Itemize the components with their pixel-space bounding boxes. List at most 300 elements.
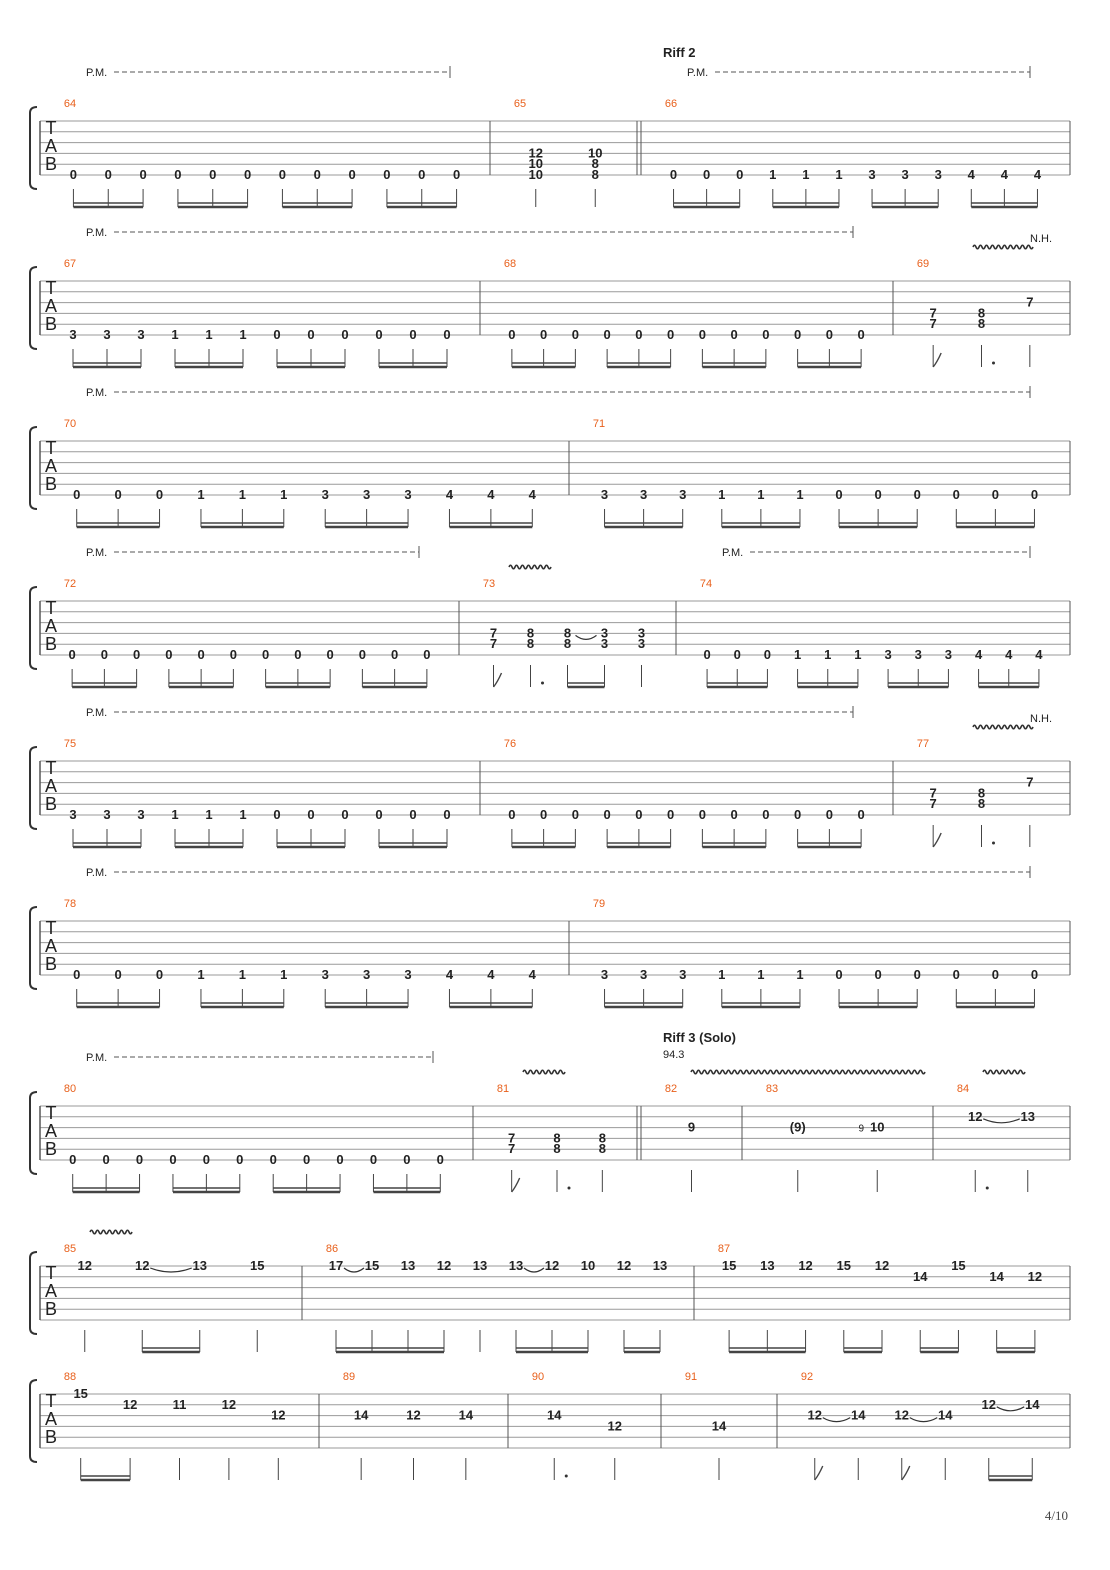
palm-mute-label: P.M. [86,707,108,719]
fret-number: 7 [508,1130,516,1146]
fret-number: 0 [794,327,802,342]
fret-number: 7 [929,796,937,812]
fret-number: 14 [938,1407,953,1423]
rhythm-dot [992,842,995,845]
tab-clef-letter: T [45,1391,57,1411]
fret-number: 0 [383,167,391,182]
fret-number: 0 [733,647,741,662]
rhythm-dot [992,362,995,365]
fret-number: 0 [369,1152,378,1167]
fret-number: 0 [391,647,399,662]
fret-number: 10 [528,156,543,172]
fret-number: 14 [989,1268,1004,1284]
fret-number: 3 [637,625,646,641]
tab-clef-letter: T [45,1263,57,1283]
tab-clef-letter: B [44,1139,58,1159]
fret-number: 7 [1026,294,1034,310]
measure-number: 80 [63,1083,77,1095]
tie-arc [823,1418,851,1422]
fret-number: 0 [703,647,711,662]
staff-system-4 [30,747,1070,829]
fret-number: 0 [540,327,548,342]
fret-number: 3 [321,967,329,982]
fret-number: 3 [103,807,111,822]
fret-number: 12 [135,1258,150,1273]
grace-note: 9 [858,1123,865,1135]
fret-number: 0 [229,647,237,662]
fret-number: 0 [762,807,770,822]
fret-number: 0 [730,807,738,822]
fret-number: 0 [202,1152,210,1167]
fret-number: 10 [580,1258,596,1273]
system-bracket [30,1380,37,1462]
fret-number: 8 [598,1141,606,1157]
fret-number: 1 [802,167,810,182]
vibrato-mark [691,1070,925,1074]
fret-number: 0 [667,327,675,342]
fret-number: 0 [336,1152,344,1167]
fret-number: 0 [698,807,706,822]
fret-number: 0 [209,167,217,182]
fret-number: 0 [104,167,112,182]
fret-number: 0 [698,327,706,342]
fret-number: 0 [603,807,611,822]
fret-number: 12 [122,1396,138,1412]
fret-number: 8 [977,305,986,321]
tab-clef-letter: T [45,918,57,938]
fret-number: 4 [1035,647,1043,662]
fret-number: 8 [526,625,535,641]
fret-number: 4 [1033,167,1042,182]
fret-number: 0 [825,327,833,342]
fret-number: 15 [250,1258,265,1273]
note-flag [933,833,941,847]
fret-number: 1 [239,327,247,342]
fret-number: 0 [730,327,738,342]
fret-number: 0 [571,807,579,822]
tab-clef-letter: T [45,278,57,298]
system-bracket [30,907,37,989]
fret-number: 4 [967,167,975,182]
fret-number: 0 [155,487,164,502]
fret-number: 1 [171,327,179,342]
fret-number: 12 [1027,1268,1043,1284]
fret-number: 8 [977,796,986,812]
fret-number: 0 [635,327,643,342]
fret-number: 13 [1020,1108,1035,1124]
fret-number: 1 [238,967,246,982]
measure-number: 79 [592,898,606,910]
measure-number: 64 [63,98,77,110]
staff-system-0 [30,107,1070,189]
fret-number: 0 [303,1152,311,1167]
fret-number: 12 [968,1108,983,1124]
fret-number: 0 [913,487,921,502]
fret-number: 3 [600,625,609,641]
fret-number: 12 [874,1258,890,1273]
fret-number: 1 [796,967,804,982]
measure-number: 92 [800,1371,814,1383]
measure-number: 69 [916,258,930,270]
fret-number: 3 [404,967,412,982]
fret-number: 3 [637,636,646,652]
tab-clef-letter: B [44,954,58,974]
fret-number: 3 [640,967,648,982]
fret-number: 1 [793,647,802,662]
fret-number: 0 [825,807,833,822]
tie-arc [910,1418,938,1422]
tab-clef-letter: A [44,1121,58,1141]
fret-number: 4 [1005,647,1013,662]
fret-number: 0 [571,327,579,342]
palm-mute-label: P.M. [86,547,108,559]
measure-number: 89 [342,1371,356,1383]
fret-number: 1 [796,487,804,502]
fret-number: 7 [929,785,937,801]
fret-number: 0 [436,1152,444,1167]
vibrato-mark [90,1230,132,1234]
fret-number: 0 [307,807,315,822]
fret-number: 10 [588,145,603,161]
fret-number: 0 [326,647,334,662]
fret-number: 0 [278,167,287,182]
fret-number: 0 [857,807,865,822]
fret-number: 0 [174,167,182,182]
tab-clef-letter: A [44,136,58,156]
fret-number: 0 [794,807,802,822]
fret-number: 0 [155,967,164,982]
tempo-marking: 94.3 [663,1049,685,1061]
fret-number: 0 [139,167,147,182]
fret-number: 13 [508,1258,524,1273]
tie-arc [997,1407,1025,1411]
fret-number: 0 [443,807,451,822]
tab-clef-letter: T [45,1103,57,1123]
fret-number: 0 [857,327,865,342]
fret-number: 3 [69,327,77,342]
measure-number: 67 [63,258,77,270]
fret-number: 3 [600,487,609,502]
fret-number: 0 [874,967,882,982]
palm-mute-label: P.M. [86,867,108,879]
fret-number: 0 [991,967,999,982]
note-flag [902,1466,910,1480]
fret-number: 0 [348,167,356,182]
fret-number: 10 [528,167,543,182]
fret-number: 12 [77,1258,92,1273]
measure-number: 65 [513,98,527,110]
fret-number: 0 [952,487,960,502]
fret-number: 0 [262,647,270,662]
fret-number: 1 [718,967,726,982]
measure-number: 77 [916,738,930,750]
fret-number: 15 [364,1258,380,1273]
fret-number: 3 [363,967,371,982]
measure-number: 66 [664,98,678,110]
fret-number: 0 [835,967,843,982]
measure-number: 70 [63,418,77,430]
fret-number: 1 [824,647,832,662]
fret-number: 12 [436,1258,452,1273]
tab-clef-letter: A [44,776,58,796]
measure-number: 82 [664,1083,678,1095]
fret-number: 4 [445,967,454,982]
fret-number: 0 [114,967,122,982]
tab-clef-letter: B [44,474,58,494]
fret-number: 1 [197,487,205,502]
tab-clef-letter: B [44,314,58,334]
fret-number: 7 [508,1141,516,1157]
fret-number: 15 [836,1258,852,1273]
note-flag [815,1466,823,1480]
measure-number: 88 [63,1371,77,1383]
fret-number: 8 [977,785,986,801]
measure-number: 78 [63,898,77,910]
fret-number: 0 [452,167,461,182]
fret-number: 3 [404,487,412,502]
tab-clef-letter: A [44,1281,58,1301]
fret-number: 12 [616,1258,632,1273]
palm-mute-label: P.M. [687,67,709,79]
note-flag [512,1178,520,1192]
fret-number: 0 [341,327,349,342]
tab-clef-letter: T [45,598,57,618]
fret-number: 0 [375,327,383,342]
tie-arc [150,1268,192,1272]
fret-number: 0 [197,647,205,662]
fret-number: (9) [789,1119,806,1135]
fret-number: 13 [760,1258,775,1273]
fret-number: 8 [526,636,535,652]
tab-clef-letter: A [44,296,58,316]
fret-number: 0 [294,647,302,662]
fret-number: 8 [553,1130,561,1146]
measure-number: 84 [956,1083,970,1095]
fret-number: 12 [981,1396,996,1412]
fret-number: 0 [69,1152,77,1167]
fret-number: 3 [914,647,922,662]
fret-number: 3 [600,636,609,652]
fret-number: 0 [133,647,141,662]
fret-number: 0 [508,807,516,822]
fret-number: 11 [172,1396,187,1412]
fret-number: 0 [667,807,675,822]
fret-number: 4 [487,967,495,982]
fret-number: 3 [600,967,609,982]
natural-harmonic-label: N.H. [1030,713,1052,725]
fret-number: 0 [913,967,921,982]
fret-number: 0 [68,647,76,662]
fret-number: 3 [640,487,648,502]
fret-number: 0 [703,167,711,182]
tab-clef-letter: T [45,118,57,138]
fret-number: 0 [403,1152,411,1167]
fret-number: 0 [762,327,770,342]
fret-number: 3 [69,807,77,822]
fret-number: 0 [635,807,643,822]
tab-clef-letter: A [44,936,58,956]
palm-mute-label: P.M. [86,1052,108,1064]
staff-system-6 [30,1092,1070,1174]
fret-number: 7 [929,316,937,332]
fret-number: 4 [528,967,536,982]
measure-number: 90 [531,1371,545,1383]
fret-number: 3 [103,327,111,342]
fret-number: 1 [854,647,862,662]
section-title: Riff 2 [663,45,696,60]
system-bracket [30,267,37,349]
fret-number: 0 [874,487,882,502]
palm-mute-label: P.M. [86,67,108,79]
fret-number: 12 [607,1418,622,1434]
fret-number: 8 [563,636,572,652]
note-flag [933,353,941,367]
measure-number: 86 [325,1243,339,1255]
fret-number: 1 [171,807,179,822]
fret-number: 0 [1030,487,1039,502]
system-bracket [30,107,37,189]
fret-number: 3 [944,647,953,662]
fret-number: 0 [418,167,426,182]
measure-number: 74 [699,578,713,590]
fret-number: 1 [205,327,213,342]
fret-number: 0 [73,967,81,982]
fret-number: 0 [1030,967,1039,982]
fret-number: 0 [423,647,431,662]
fret-number: 0 [73,487,81,502]
fret-number: 8 [598,1130,606,1146]
fret-number: 4 [974,647,983,662]
fret-number: 12 [894,1407,909,1423]
fret-number: 8 [977,316,986,332]
measure-number: 85 [63,1243,77,1255]
staff-system-1 [30,267,1070,349]
fret-number: 7 [489,625,498,641]
fret-number: 0 [169,1152,177,1167]
fret-number: 0 [69,167,78,182]
fret-number: 0 [763,647,772,662]
fret-number: 1 [718,487,726,502]
fret-number: 1 [239,807,247,822]
fret-number: 0 [540,807,548,822]
fret-number: 0 [273,327,281,342]
tab-clef-letter: B [44,154,58,174]
fret-number: 1 [280,487,288,502]
fret-number: 0 [358,647,366,662]
fret-number: 7 [489,636,498,652]
fret-number: 3 [137,327,145,342]
fret-number: 17 [328,1258,344,1273]
tab-clef-letter: A [44,456,58,476]
tie-arc [344,1268,364,1272]
fret-number: 14 [912,1268,928,1284]
fret-number: 0 [273,807,281,822]
system-bracket [30,587,37,669]
fret-number: 1 [205,807,213,822]
fret-number: 14 [547,1407,562,1423]
system-bracket [30,747,37,829]
fret-number: 10 [870,1119,885,1135]
fret-number: 12 [528,145,543,161]
rhythm-dot [986,1187,989,1190]
measure-number: 71 [592,418,606,430]
measure-number: 72 [63,578,77,590]
rhythm-dot [541,682,544,685]
fret-number: 0 [991,487,999,502]
fret-number: 1 [197,967,205,982]
fret-number: 1 [757,967,765,982]
fret-number: 0 [102,1152,110,1167]
fret-number: 0 [375,807,383,822]
fret-number: 1 [835,167,843,182]
fret-number: 14 [1025,1396,1040,1412]
fret-number: 0 [307,327,315,342]
system-bracket [30,427,37,509]
fret-number: 8 [591,167,599,182]
fret-number: 0 [669,167,678,182]
fret-number: 8 [563,625,572,641]
measure-number: 73 [482,578,496,590]
fret-number: 1 [757,487,765,502]
section-title: Riff 3 (Solo) [663,1030,736,1045]
fret-number: 4 [528,487,536,502]
fret-number: 0 [341,807,349,822]
fret-number: 0 [243,167,252,182]
tie-arc [576,635,597,639]
fret-number: 14 [851,1407,866,1423]
fret-number: 3 [363,487,371,502]
measure-number: 87 [717,1243,731,1255]
tie-arc [524,1268,544,1272]
vibrato-mark [973,245,1033,249]
fret-number: 4 [1000,167,1008,182]
fret-number: 8 [553,1141,561,1157]
fret-number: 7 [929,305,937,321]
palm-mute-label: P.M. [722,547,744,559]
fret-number: 13 [652,1258,668,1273]
tab-clef-letter: B [44,794,58,814]
fret-number: 3 [321,487,329,502]
tab-clef-letter: B [44,634,58,654]
fret-number: 1 [238,487,246,502]
fret-number: 0 [409,327,417,342]
fret-number: 14 [711,1418,727,1434]
vibrato-mark [983,1070,1025,1074]
system-bracket [30,1252,37,1334]
fret-number: 12 [798,1258,813,1273]
fret-number: 12 [406,1407,421,1423]
tie-arc [983,1119,1020,1123]
fret-number: 0 [443,327,451,342]
rhythm-dot [565,1475,568,1478]
palm-mute-label: P.M. [86,387,108,399]
fret-number: 12 [807,1407,822,1423]
measure-number: 91 [684,1371,698,1383]
fret-number: 4 [487,487,495,502]
natural-harmonic-label: N.H. [1030,233,1052,245]
fret-number: 14 [353,1407,369,1423]
vibrato-mark [523,1070,565,1074]
page-number: 4/10 [1044,1508,1068,1523]
tab-clef-letter: B [44,1427,58,1447]
fret-number: 0 [236,1152,244,1167]
measure-number: 75 [63,738,77,750]
fret-number: 0 [603,327,611,342]
fret-number: 1 [769,167,777,182]
fret-number: 1 [280,967,288,982]
measure-number: 83 [765,1083,779,1095]
tab-clef-letter: T [45,438,57,458]
